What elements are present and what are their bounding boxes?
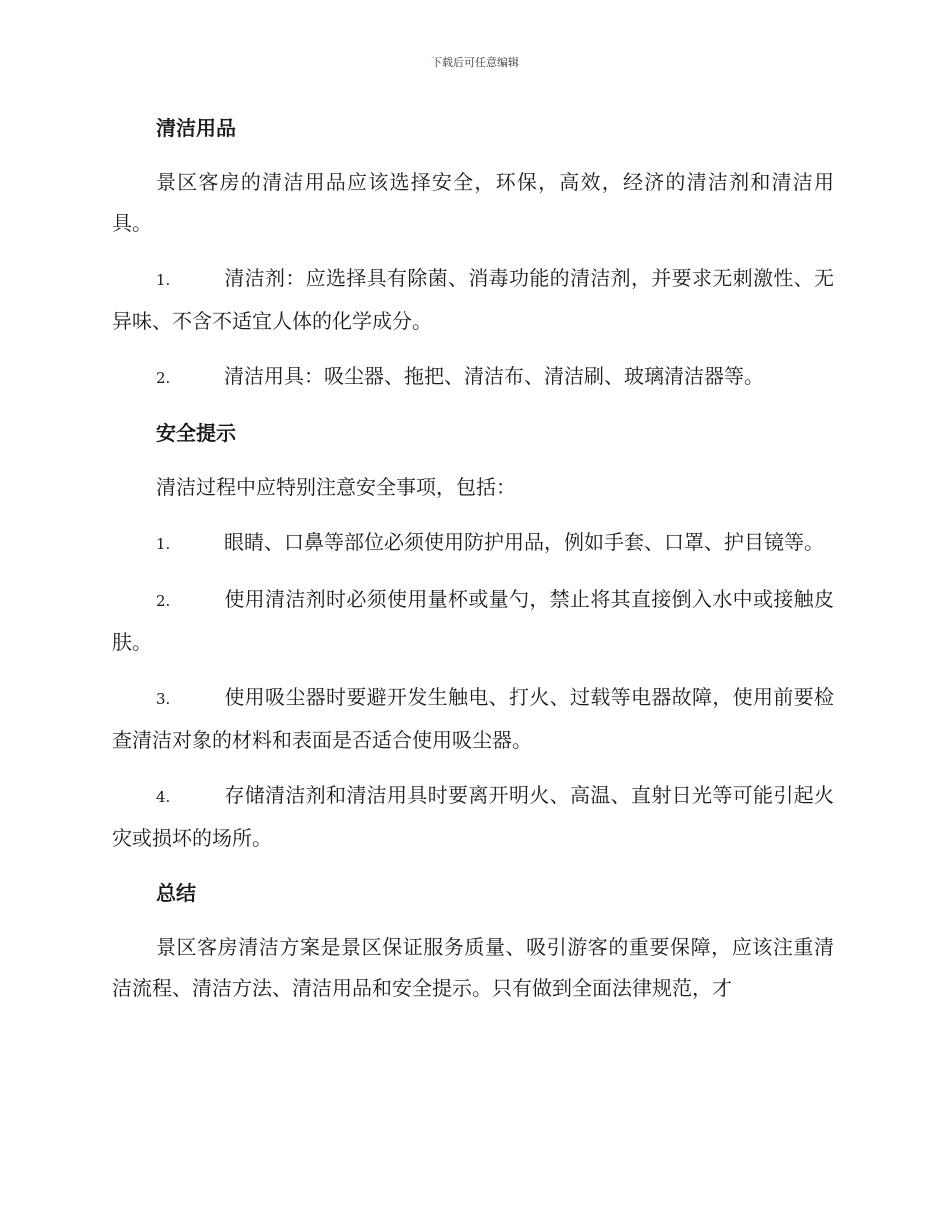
list-item-text: 使用清洁剂时必须使用量杯或量勺，禁止将其直接倒入水中或接触皮肤。 [112, 587, 834, 654]
section-heading-safety-tips: 安全提示 [156, 421, 236, 445]
list-item-text: 存储清洁剂和清洁用具时要离开明火、高温、直射日光等可能引起火灾或损坏的场所。 [112, 783, 834, 850]
list-item-number: 2. [156, 369, 171, 387]
section-intro-paragraph: 景区客房清洁方案是景区保证服务质量、吸引游客的重要保障，应该注重清洁流程、清洁方法、清洁用品和安全提示。只有做到全面法律规范，才 [112, 935, 834, 1000]
list-item-text: 使用吸尘器时要避开发生触电、打火、过载等电器故障，使用前要检查清洁对象的材料和表面是否适合使用吸尘器。 [112, 685, 834, 752]
section-heading-summary: 总结 [156, 881, 196, 905]
list-item [112, 522, 834, 565]
list-item-text: 清洁剂：应选择具有除菌、消毒功能的清洁剂，并要求无刺激性、无异味、不含不适宜人体的化学成分。 [112, 266, 834, 333]
list-item-number: 3. [156, 690, 171, 708]
section-intro-paragraph: 清洁过程中应特别注意安全事项，包括： [156, 475, 516, 499]
list-item [112, 677, 834, 761]
list-item [112, 775, 834, 859]
page-header-note: 下载后可任意编辑 [431, 56, 519, 69]
list-item-text: 眼睛、口鼻等部位必须使用防护用品，例如手套、口罩、护目镜等。 [224, 530, 824, 554]
section-intro-paragraph: 景区客房的清洁用品应该选择安全，环保，高效，经济的清洁剂和清洁用具。 [112, 170, 834, 235]
list-item [112, 258, 834, 342]
list-item-number: 4. [156, 788, 171, 806]
list-item [112, 579, 834, 663]
document-body [112, 108, 834, 1023]
list-item-number: 1. [156, 535, 171, 553]
list-item [112, 356, 834, 399]
section-heading-cleaning-supplies: 清洁用品 [156, 116, 236, 140]
list-item-number: 1. [156, 271, 171, 289]
list-item-text: 清洁用具：吸尘器、拖把、清洁布、清洁刷、玻璃清洁器等。 [224, 364, 764, 388]
list-item-number: 2. [156, 592, 171, 610]
